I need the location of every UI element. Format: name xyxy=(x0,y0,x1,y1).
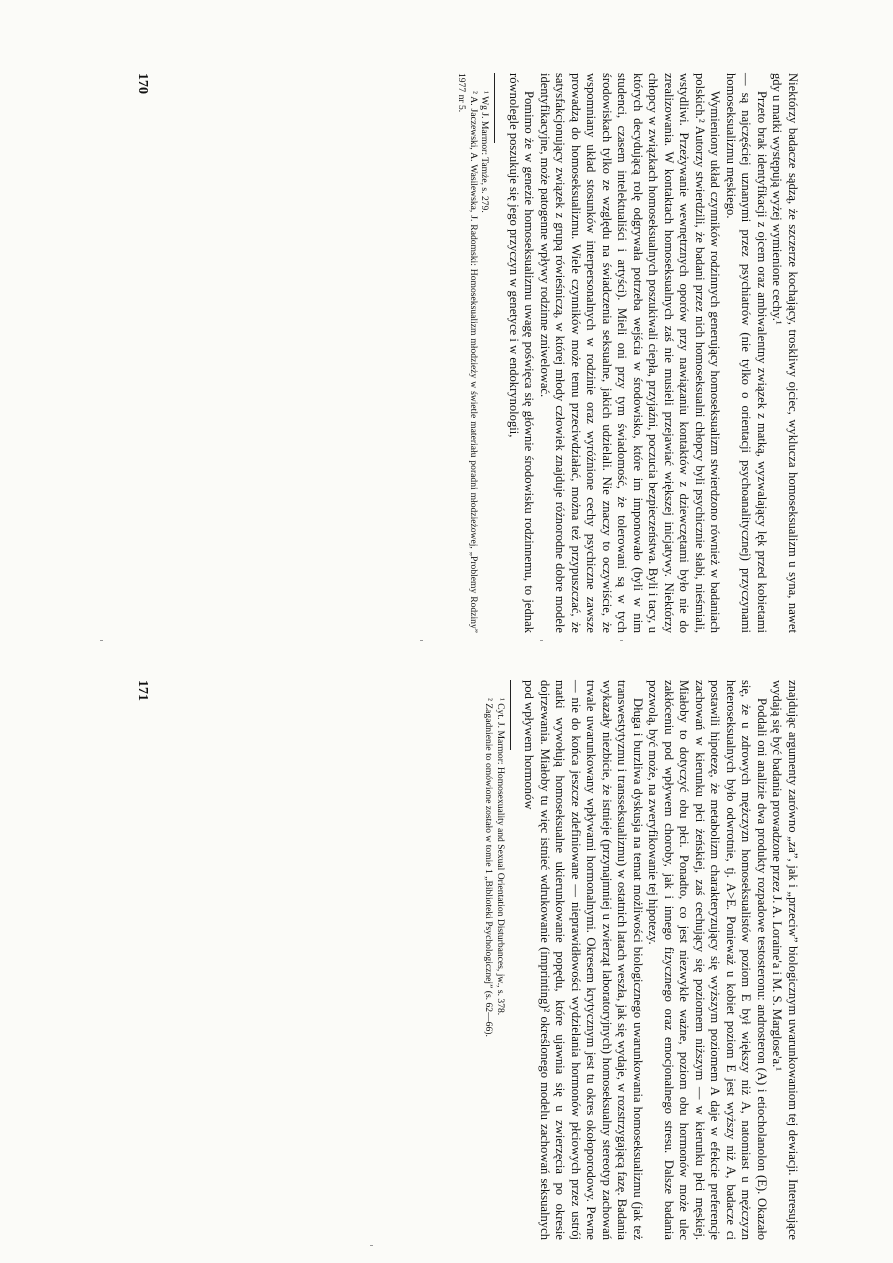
scan-speck xyxy=(540,640,543,641)
page-171 xyxy=(80,680,800,1240)
footnote-rule xyxy=(495,73,496,143)
scan-speck xyxy=(620,640,623,641)
page-number: 171 xyxy=(135,680,150,701)
paragraph: Niektórzy badacze sądzą, że szczerze kochający, troskliwy ojciec, wyklucza homoseksualizm u syna, nawet gdy u matki występują wyżej wymienione cechy.¹ xyxy=(770,73,800,633)
paragraph: Wymieniony układ czynników rodzinnych generujący homoseksualizm stwierdzono również w badaniach polskich.² Autorzy stwierdzili, że badani przez nich homoseksualni chłopcy byli psychicznie słabi, nieśmiali, wstydliwi. Przeżywanie wewnętrznych oporów przy nawiązaniu kontaktów z dziewczętami było nie do zrealizowania. W kontaktach homoseksualnych zaś nie musieli przejawiać większej inicjatywy. Niektórzy chłopcy w związkach homoseksualnych poszukiwali ciepła, przyjaźni, poczucia bezpieczeństwa. Byli i tacy, u których decydującą rolę odgrywała potrzeba wejścia w środowisko, które im imponowało (byli w nim studenci, czasem intelektualiści i artyści). Mieli oni przy tym świadomość, że tolerowani są w tych środowiskach tylko ze względu na świadczenia seksualne, jakich udzielali. Nie znaczy to oczywiście, że wspomniany układ stosunków interpersonalnych w rodzinie oraz wyróżnione cechy psychiczne zawsze prowadzą do homoseksualizmu. Wiele czynników może temu przeciwdziałać, można też przypuszczać, że satysfakcjonujący związek z grupą rówieśniczą, w której młody człowiek znajduje różnorodne dobre modele identyfikacyjne, może patogenne wpływy rodzinne zniwelować. xyxy=(538,73,723,633)
scan-speck xyxy=(370,1245,373,1246)
paragraph: Pomimo że w genezie homoseksualizmu uwagę poświęca się głównie środowisku rodzinnemu, to jednak równolegle poszukuje się jego przyczyn w genetyce i w endokrynologii, xyxy=(507,73,537,633)
page-170-body xyxy=(456,73,800,633)
scan-speck xyxy=(420,640,423,641)
paragraph: znajdując argumenty zarówno „za”, jak i „przeciw” biologicznym uwarunkowaniom tej dewiacji. Interesujące wydają się być badania prowadzone przez J. A. Loraine'a i M. S. Marglose'a.¹ xyxy=(770,680,800,1240)
page-number: 170 xyxy=(135,73,150,94)
paragraph: Długa i burzliwa dyskusja na temat możliwości biologicznego uwarunkowania homoseksualizmu (jak też transwestytyzmu i transseksualizmu) w ostatnich latach weszła, jak się wydaje, w rozstrzygającą fazę. Badania wykazały niezbicie, że istnieje (przynajmniej u zwierząt laboratoryjnych) homoseksualny stereotyp zachowań trwale uwarunkowany wpływami hormonalnymi. Okresem krytycznym jest tu okres okołoporodowy. Pewne — nie do końca jeszcze zdefiniowane — nieprawidłowości wydzielania hormonów płciowych przez ustrój matki wywołują homoseksualne ukierunkowanie popędu, które ujawnia się u zwierzęcia po okresie dojrzewania. Miałoby tu więc istnieć wdrukowanie (imprinting)² określonego modelu zachowań seksualnych pod wpływem hormonów xyxy=(522,680,645,1240)
footnote: ² Zagadnienie to omówione zostało w tomie 1 „Biblioteki Psychologicznej” (s. 62—66). xyxy=(483,698,495,1037)
footnote: ¹ Wg J. Marmor: Tamże, s. 279. xyxy=(479,91,491,213)
footnote: ¹ Cyt. J. Marmor: Homosexuality and Sexual Orientation Disturbances, jw., s. 378. xyxy=(495,698,506,1016)
paragraph: Przeto brak identyfikacji z ojcem oraz ambiwalentny związek z matką, wyzwalający lęk przed kobietami — są najczęściej uznanymi przez psychiatrów (nie tylko o orientacji psychoanalitycznej) przyczynami homoseksualizmu męskiego. xyxy=(724,73,769,633)
paragraph: Poddali oni analizie dwa produkty rozpadowe testosteronu: androsteron (A) i etiocholanolon (E). Okazało się, że u zdrowych mężczyzn homoseksualistów poziom E był większy niż A, natomiast u mężczyzn heteroseksualnych było odwrotnie, tj. A>E. Ponieważ u kobiet poziom E jest wyższy niż A, badacze ci postawili hipotezę, że metabolizm charakteryzujący się wyższym poziomem A daje w efekcie preferencje zachowań w kierunku płci żeńskiej, zaś cechujący się poziomem niższym — w kierunku płci męskiej. Miałoby to dotyczyć obu płci. Ponadto, co jest niezwykle ważne, poziom obu hormonów może ulec zakłóceniu pod wpływem choroby, jak i innego fizycznego oraz emocjonalnego stresu. Dalsze badania pozwolą, być może, na zweryfikowanie tej hipotezy. xyxy=(646,680,769,1240)
scan-speck xyxy=(100,640,103,641)
footnote: ² A. Jaczewski, A. Wasilewska, J. Radomski: Homoseksualizm młodzieży w świetle materiału poradni młodzieżowej, „Problemy Rodziny” 1977 nr 5. xyxy=(456,73,479,633)
page-170 xyxy=(80,73,800,633)
footnote-rule xyxy=(510,680,511,750)
page-171-body xyxy=(483,680,800,1240)
